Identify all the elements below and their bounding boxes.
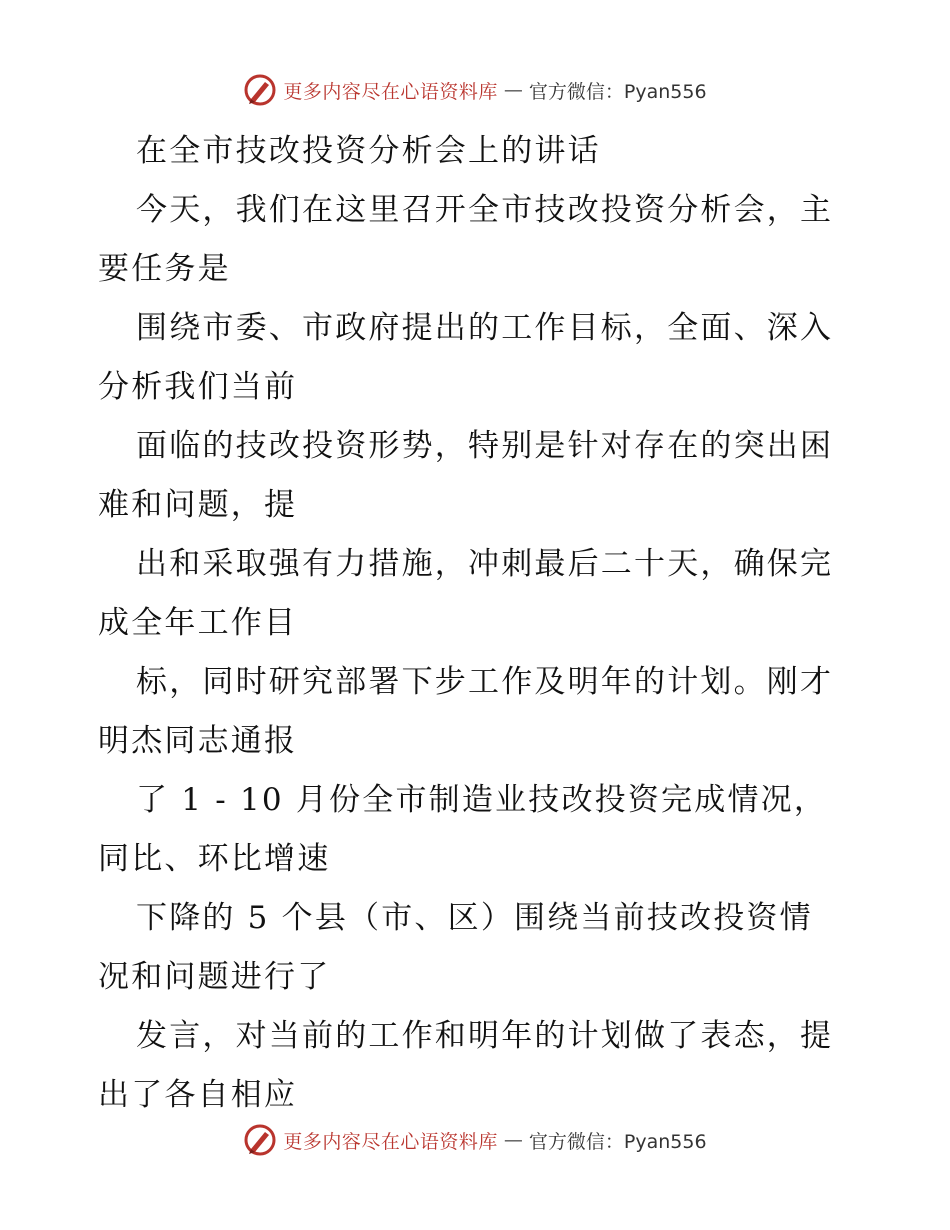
paragraph-line: 同比、环比增速	[98, 841, 331, 877]
paragraph-line: 出和采取强有力措施，冲刺最后二十天，确保完	[136, 546, 834, 582]
paragraph-line: 面临的技改投资形势，特别是针对存在的突出困	[136, 428, 834, 464]
footer-watermark	[0, 1120, 950, 1160]
paragraph-line: 难和问题，提	[98, 487, 298, 523]
paragraph-line: 要任务是	[98, 251, 231, 287]
paragraph-line: 下降的 5 个县（市、区）围绕当前技改投资情	[136, 900, 813, 936]
pen-logo-icon	[243, 73, 277, 107]
paragraph-line: 发言，对当前的工作和明年的计划做了表态，提	[136, 1018, 834, 1054]
document-body	[98, 122, 858, 1125]
paragraph-line: 分析我们当前	[98, 369, 298, 405]
paragraph-line: 出了各自相应	[98, 1077, 298, 1113]
watermark-separator: —	[503, 1129, 523, 1151]
watermark-site-text: 更多内容尽在心语资料库	[283, 1130, 498, 1153]
header-watermark	[0, 70, 950, 110]
pen-logo-icon	[243, 1123, 277, 1157]
paragraph-line: 况和问题进行了	[98, 959, 331, 995]
paragraph-line: 成全年工作目	[98, 605, 298, 641]
watermark-separator: —	[503, 79, 523, 101]
watermark-wechat-text: 官方微信：Pyan556	[528, 80, 707, 103]
paragraph-line: 今天，我们在这里召开全市技改投资分析会，主	[136, 192, 834, 228]
document-title: 在全市技改投资分析会上的讲话	[136, 133, 601, 169]
paragraph-line: 标，同时研究部署下步工作及明年的计划。刚才	[136, 664, 834, 700]
watermark-site-text: 更多内容尽在心语资料库	[283, 80, 498, 103]
paragraph-line: 围绕市委、市政府提出的工作目标，全面、深入	[136, 310, 834, 346]
paragraph-line: 明杰同志通报	[98, 723, 298, 759]
watermark-wechat-text: 官方微信：Pyan556	[528, 1130, 707, 1153]
paragraph-line: 了 1 - 10 月份全市制造业技改投资完成情况，	[136, 782, 828, 818]
